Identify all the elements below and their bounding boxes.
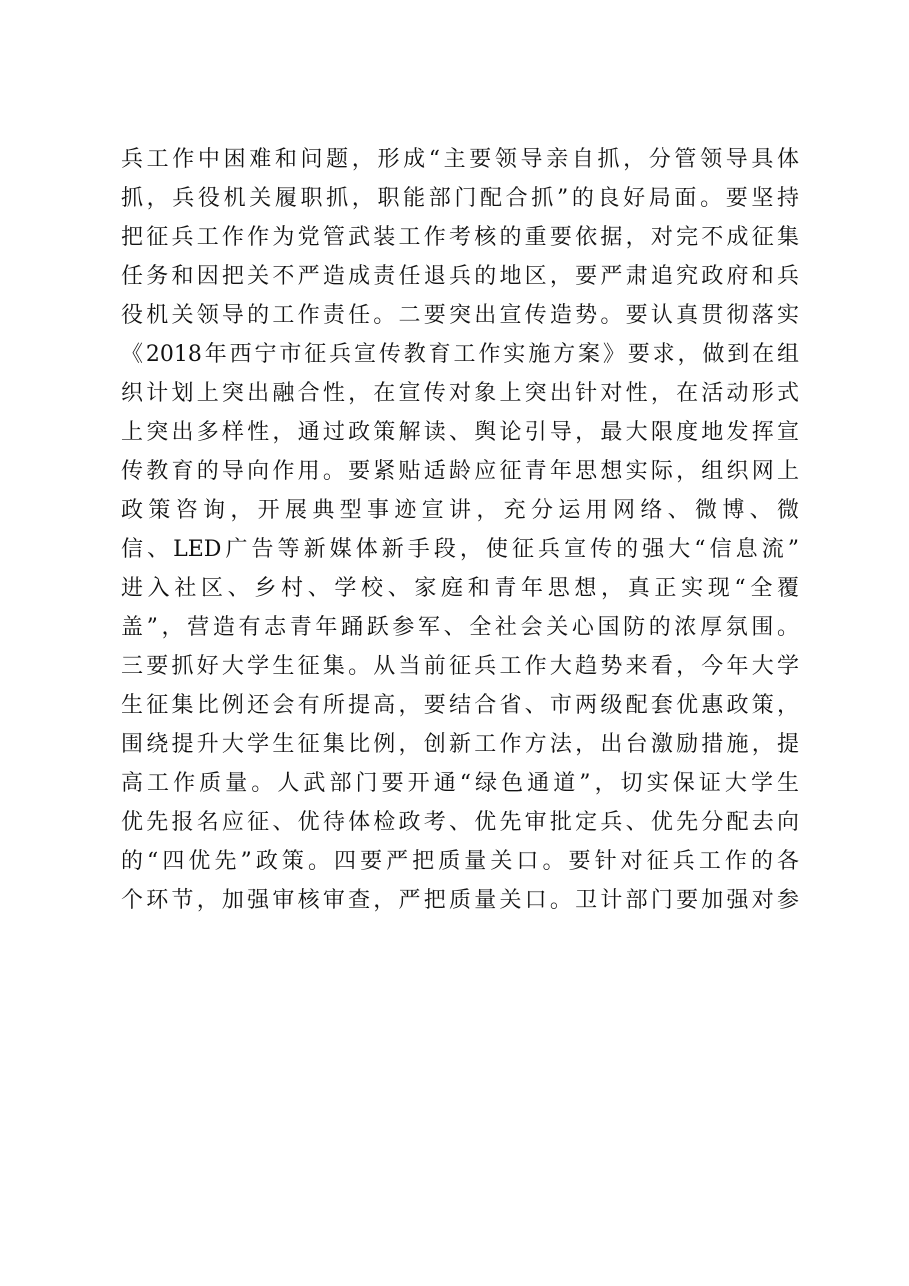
text-line: 围绕提升大学生征集比例，创新工作方法，出台激励措施，提 [121, 732, 799, 757]
text-line: 兵工作中困难和问题，形成“主要领导亲自抓，分管领导具体 [121, 147, 799, 172]
text-line: 生征集比例还会有所提高，要结合省、市两级配套优惠政策， [121, 693, 799, 718]
text-line: 的“四优先”政策。四要严把质量关口。要针对征兵工作的各 [121, 849, 799, 874]
text-line: 进入社区、乡村、学校、家庭和青年思想，真正实现“全覆 [121, 576, 799, 601]
text-line: 信、LED广告等新媒体新手段，使征兵宣传的强大“信息流” [121, 537, 799, 562]
body-text [121, 140, 799, 920]
text-line: 三要抓好大学生征集。从当前征兵工作大趋势来看，今年大学 [121, 654, 799, 679]
text-line: 盖”，营造有志青年踊跃参军、全社会关心国防的浓厚氛围。 [121, 615, 799, 640]
text-line: 传教育的导向作用。要紧贴适龄应征青年思想实际，组织网上 [121, 459, 799, 484]
text-line: 把征兵工作作为党管武装工作考核的重要依据，对完不成征集 [121, 225, 799, 250]
text-line: 高工作质量。人武部门要开通“绿色通道”，切实保证大学生 [121, 771, 799, 796]
text-line: 任务和因把关不严造成责任退兵的地区，要严肃追究政府和兵 [121, 264, 799, 289]
text-line: 优先报名应征、优待体检政考、优先审批定兵、优先分配去向 [121, 810, 799, 835]
text-line: 役机关领导的工作责任。二要突出宣传造势。要认真贯彻落实 [121, 303, 799, 328]
text-line: 上突出多样性，通过政策解读、舆论引导，最大限度地发挥宣 [121, 420, 799, 445]
text-line: 织计划上突出融合性，在宣传对象上突出针对性，在活动形式 [121, 381, 799, 406]
text-line: 《2018年西宁市征兵宣传教育工作实施方案》要求，做到在组 [121, 342, 799, 367]
text-line: 政策咨询，开展典型事迹宣讲，充分运用网络、微博、微 [121, 498, 799, 523]
text-line: 个环节，加强审核审查，严把质量关口。卫计部门要加强对参 [121, 888, 799, 913]
text-line: 抓，兵役机关履职抓，职能部门配合抓”的良好局面。要坚持 [121, 186, 799, 211]
